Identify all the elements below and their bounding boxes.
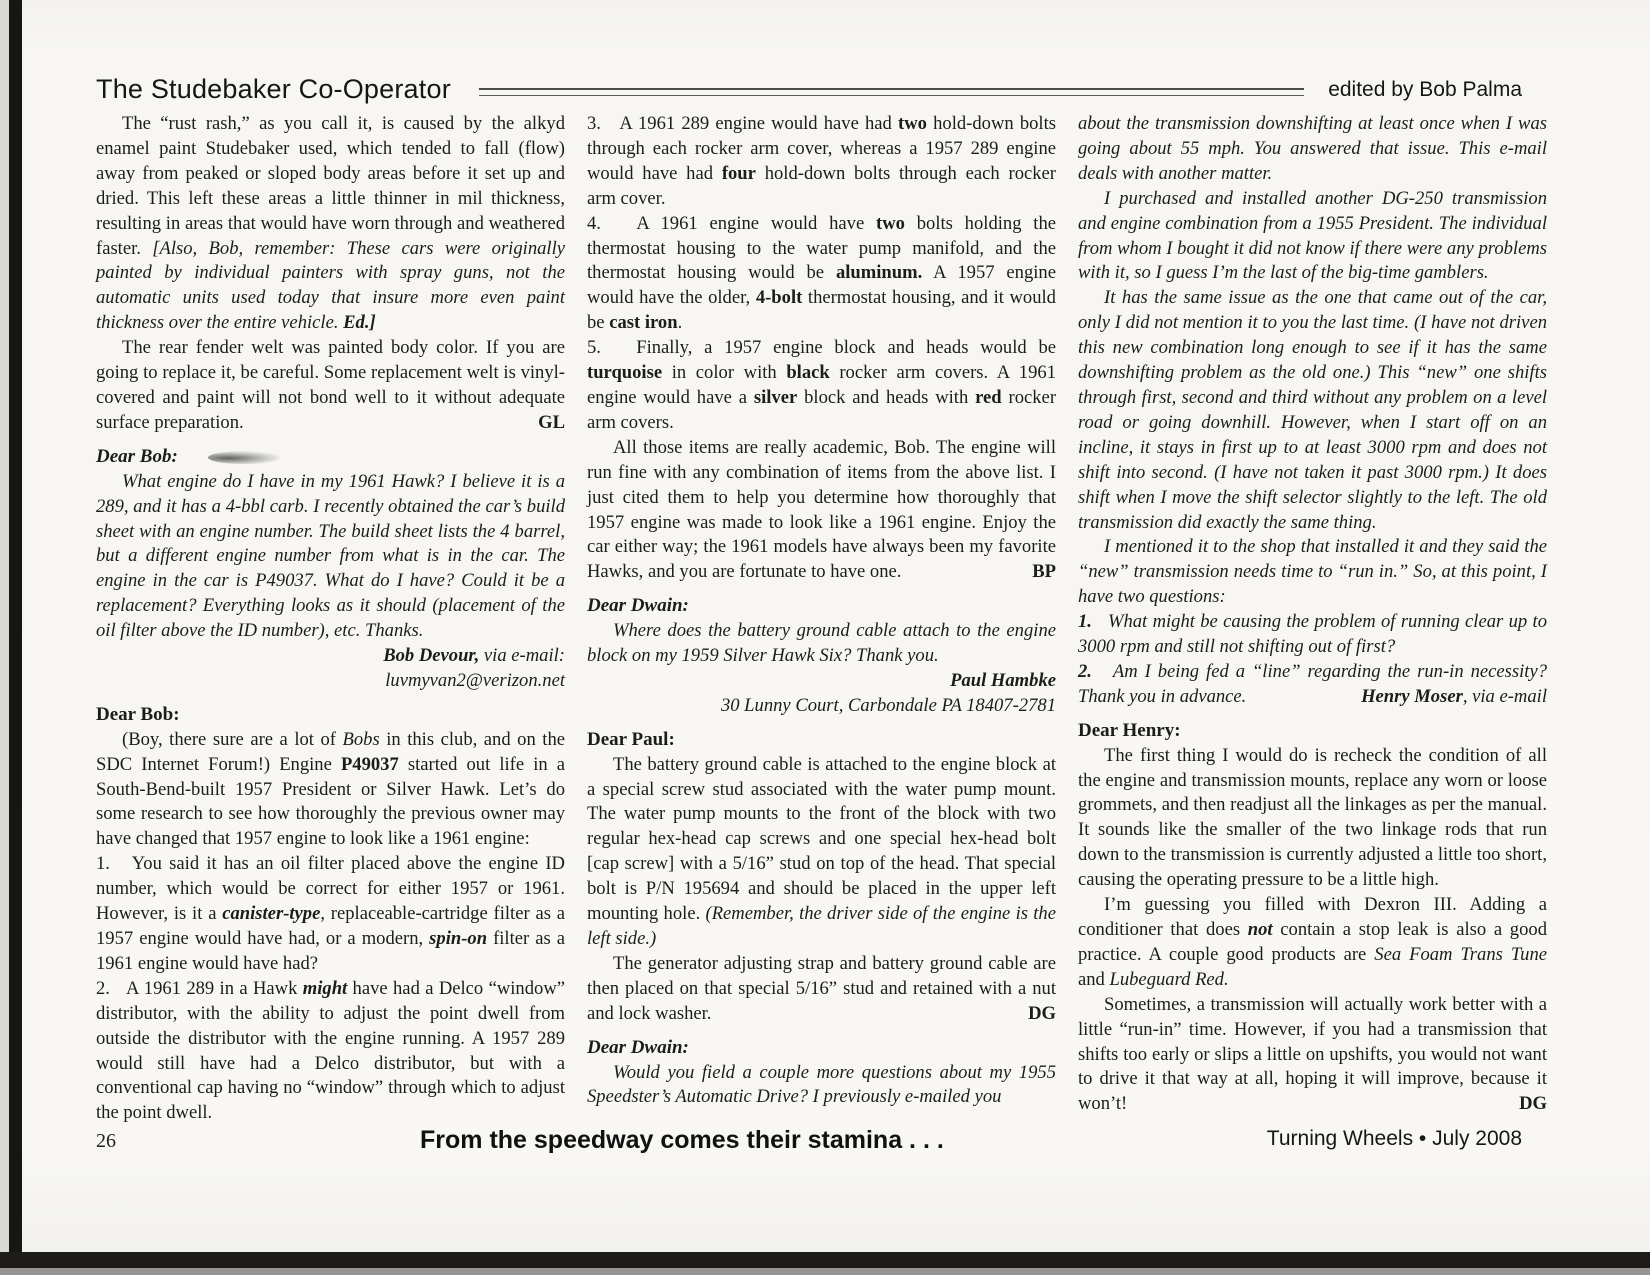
heading-dear-paul: Dear Paul: <box>587 728 675 750</box>
letter-paul-hambke: Where does the battery ground cable attach to the engine block on my 1959 Silver Hawk Six? Thank you. <box>587 620 1056 667</box>
paragraph-recheck-mounts: The first thing I would do is recheck the condition of all the engine and transmission mounts, replace any worn or loose grommets, and then readjust all the linkages as per the manual. It sounds like the smaller of the two linkage rods that run down to the transmission is currently adjusted a little too short, causing the operating pressure to be a little high. <box>1078 744 1547 891</box>
letter-bob-devour: What engine do I have in my 1961 Hawk? I believe it is a 289, and it has a 4-bbl carb. I recently obtained the car’s build sheet with an engine number. The build sheet lists the 4 barrel, but a different engine number from what is in the car. The engine in the car is P49037. What do I have? Could it be a replacement? Everything looks as it should (placement of the oil filter above the ID number), etc. Thanks. <box>96 470 565 642</box>
ink-smudge <box>208 451 280 464</box>
paragraph-ground-cable: The battery ground cable is attached to the engine block at a special screw stud associated with the water pump mount. The water pump mounts to the front of the block with two regular hex-head cap screws and one special hex-head bolt [cap screw] with a 5/16” stud on top of the head. That special bolt is P/N 195694 and should be placed in the upper left mounting hole. (Remember, the driver side of the engine is the left side.) <box>587 753 1056 949</box>
list-item-4: 4. A 1961 engine would have two bolts holding the thermostat housing to the water pump manifold, and the thermostat housing would be aluminum. A 1957 engine would have the older, 4-bolt thermostat housing, and it would be cast iron. <box>587 212 1057 334</box>
letter-paragraph-same-issue: It has the same issue as the one that came out of the car, only I did not mention it to you the last time. (I have not driven this new combination long enough to see if it has the same downshifting problem as the old one.) This “new” one shifts through first, second and third without any problem on a level road or going downhill. However, when I start off on an incline, it stays in first up to at least 3000 rpm and does not shift into second. (I have not taken it past 3000 rpm.) It does shift when I move the shift selector slightly to the left. The old transmission did exactly the same thing. <box>1078 287 1547 533</box>
paragraph-run-in: Sometimes, a transmission will actually work better with a little “run-in” time. However, if you had a transmission that shifts too early or slips a little on upshifts, you would not want to drive it that way at all, hoping it will improve, because it won’t! DG <box>1078 993 1547 1115</box>
text-column-1 <box>96 112 565 1126</box>
paragraph-dexron: I’m guessing you filled with Dexron III. Adding a conditioner that does not contain a stop leak is also a good practice. A couple good products are Sea Foam Trans Tune and Lubeguard Red. <box>1078 894 1547 990</box>
double-rule <box>479 88 1304 96</box>
page-header <box>96 74 1522 105</box>
heading-dear-dwain-2: Dear Dwain: <box>587 1036 689 1058</box>
list-item-2: 2. A 1961 289 in a Hawk might have had a Delco “window” distributor, with the ability to adjust the point dwell from outside the distributor with the engine running. A 1957 289 would still have had a Delco distributor, but with a conventional cap having no “window” through which to adjust the point dwell. <box>96 977 565 1124</box>
list-item-5: 5. Finally, a 1957 engine block and heads would be turquoise in color with black rocker arm covers. A 1961 engine would have a silver block and heads with red rocker arm covers. <box>587 337 1057 433</box>
heading-dear-bob-reply: Dear Bob: <box>96 703 180 725</box>
heading-dear-dwain-1: Dear Dwain: <box>587 595 689 617</box>
scan-edge-bottom-gray <box>0 1268 1650 1275</box>
question-1: 1. What might be causing the problem of running clear up to 3000 rpm and still not shifting out of first? <box>1078 611 1547 658</box>
scan-edge-left-bar <box>9 0 22 1253</box>
page-number: 26 <box>96 1130 116 1152</box>
columns <box>96 112 1548 1126</box>
signature-email: luvmyvan2@verizon.net <box>385 669 565 691</box>
list-item-3: 3. A 1961 289 engine would have had two hold-down bolts through each rocker arm cover, whereas a 1957 289 engine would have had four hold-down bolts through each rocker arm cover. <box>587 113 1057 209</box>
letter-paragraph-shop: I mentioned it to the shop that installed it and they said the “new” transmission needs time to “run in.” So, at this point, I have two questions: <box>1078 536 1547 608</box>
question-2: 2. Am I being fed a “line” regarding the run-in necessity? Thank you in advance. Henry Moser, via e-mail <box>1078 660 1547 707</box>
signature-paul-hambke: Paul Hambke <box>950 669 1056 691</box>
heading-dear-bob-letter: Dear Bob: <box>96 445 565 470</box>
signature-bob-devour: Bob Devour, via e-mail: <box>383 645 565 667</box>
letter-paragraph-purchased: I purchased and installed another DG-250 transmission and engine combination from a 1955 President. The individual from whom I bought it did not know if there were any problems with it, so I guess I’m the last of the big-time gamblers. <box>1078 187 1547 284</box>
signature-address: 30 Lunny Court, Carbondale PA 18407-2781 <box>720 694 1056 716</box>
edited-by: edited by Bob Palma <box>1328 77 1522 101</box>
scan-edge-bottom-dark <box>0 1252 1650 1268</box>
list-item-1: 1. You said it has an oil filter placed above the engine ID number, which would be correct for either 1957 or 1961. However, is it a canister-type, replaceable-cartridge filter as a 1957 engine would have had, or a modern, spin-on filter as a 1961 engine would have had? <box>96 853 565 974</box>
paragraph-rust-rash: The “rust rash,” as you call it, is caused by the alkyd enamel paint Studebaker used, which tended to fall (flow) away from peaked or sloped body areas before it set up and dried. This left these areas a little thinner in mil thickness, resulting in areas that would have worn through and weathered faster. [Also, Bob, remember: These cars were originally painted by individual painters with spray guns, not the automatic units used today that insure more even paint thickness over the entire vehicle. Ed.] <box>96 113 565 334</box>
footer-magazine-date: Turning Wheels • July 2008 <box>1266 1127 1522 1150</box>
text-column-3 <box>1078 112 1547 1126</box>
heading-dear-henry: Dear Henry: <box>1078 719 1181 741</box>
scan-edge-left-gray <box>0 0 9 1252</box>
letter-henry-moser-cont: about the transmission downshifting at least once when I was going about 55 mph. You answered that issue. This e-mail deals with another matter. <box>1078 113 1547 184</box>
letter-henry-moser-start: Would you field a couple more questions about my 1955 Speedster’s Automatic Drive? I previously e-mailed you <box>587 1061 1056 1108</box>
text-column-2 <box>587 112 1056 1126</box>
footer-tagline: From the speedway comes their stamina . . . <box>420 1126 944 1154</box>
column-title: The Studebaker Co-Operator <box>96 74 451 104</box>
paragraph-reply-intro: (Boy, there sure are a lot of Bobs in this club, and on the SDC Internet Forum!) Engine P49037 started out life in a South-Bend-built 1957 President or Silver Hawk. Let’s do some research to see how thoroughly the previous owner may have changed that 1957 engine to look like a 1961 engine: <box>96 728 565 850</box>
paragraph-academic: All those items are really academic, Bob. The engine will run fine with any combination of items from the above list. I just cited them to help you determine how thoroughly that 1957 engine was made to look like a 1961 engine. Enjoy the car either way; the 1961 models have always been my favorite Hawks, and you are fortunate to have one. BP <box>587 436 1056 583</box>
paragraph-generator-strap: The generator adjusting strap and battery ground cable are then placed on that special 5/16” stud and retained with a nut and lock washer. DG <box>587 952 1056 1024</box>
paragraph-fender-welt: The rear fender welt was painted body color. If you are going to replace it, be careful. Some replacement welt is vinyl-covered and paint will not bond well to it without adequate surface preparation. GL <box>96 337 565 433</box>
